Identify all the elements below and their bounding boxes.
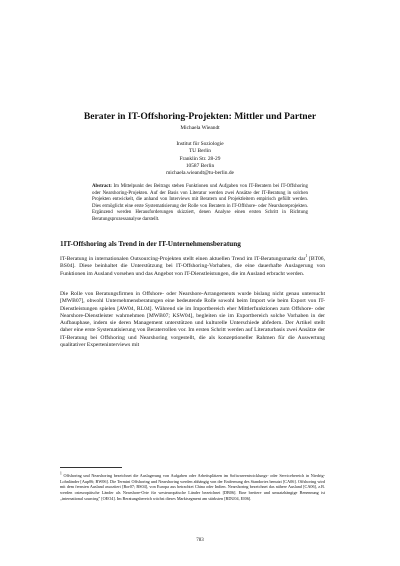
paragraph-1-text-start: IT-Beratung in internationalen Outsourcing-Projekten stellt einen aktuellen Trend im IT-Beratungsmarkt dar <box>60 256 306 262</box>
footnote-mark: 1 <box>60 471 62 476</box>
affiliation-street: Franklin Str. 28-29 <box>179 155 221 162</box>
footnote-divider <box>60 467 122 468</box>
page-number: 783 <box>196 538 204 543</box>
author-affiliation <box>100 141 300 177</box>
abstract-label: Abstract: <box>92 184 112 189</box>
paragraph-1-text-end: [BT06, BS04]. Diese beinhaltet die Unterstützung bei IT-Offshoring-Vorhaben, die eine dauerhafte Auslagerung von Funktionen im Ausland vorsehen und das Angebot von IT-Dienstleistungen, die im Ausland erbracht werden. <box>60 256 325 277</box>
affiliation-city: 10587 Berlin <box>185 162 215 169</box>
paper-title: Berater in IT-Offshoring-Projekten: Mittler und Partner <box>83 111 317 122</box>
footnote-text: Offshoring und Nearshoring bezeichnet die Auslagerung von Aufgaben oder Arbeitsplätzen im Softwareentwicklungs- oder Servicebereich in Niedrig-Lohnländer [Aup06; BW06]. Die Termini Offshoring und Nearshoring werden abhängig von der Entfernung des Standortes benutzt [CA06]. Offshoring wird mit dem fernsten Ausland assoziiert [Bor07; BS04], von Europa aus betrachtet China oder Indien. Nearshoring bezeichnet das nähere Ausland [CA06], z.B. werden osteuropäische Länder als Nearshore-Orte für westeuropäische Länder bezeichnet [DB06]. Eine breitere und umsatzhängige Benennung ist „international sourcing" [OEO4]. Im Beratungsbereich wächst dieses Marktsegment am stärksten [BDU04, EI06]. <box>60 473 325 501</box>
abstract-text: Im Mittelpunkt des Beitrags stehen Funktionen und Aufgaben von IT-Beratern bei IT-Offshoring oder Nearshoring-Projekten. Auf der Basis von Literatur werden zwei Ansätze der IT-Beratung in solchen Projekten entwickelt, die anhand von Interviews mit Beratern und Projektleitern empirisch gefüllt werden. Dies ermöglicht eine erste Systematisierung der Rolle von Beratern in IT-Offshore- oder Nearshoreprojekten. Ergänzend werden Herausforderungen skizziert, denen Analyse einen ersten Schritt in Richtung Beratungsprozessanalyse darstellt. <box>92 184 308 222</box>
section-heading: 1IT-Offshoring als Trend in der IT-Unternehmensberatung <box>60 240 241 248</box>
affiliation-institute: Institut für Soziologie <box>176 141 224 147</box>
footnote <box>60 473 325 502</box>
body-paragraph-2: Die Rolle von Beratungsfirmen in Offshore- oder Nearshore-Arrangements wurde bislang nicht genau untersucht [MWB07], obwohl Unternehmensberatungen eine bedeutende Rolle sowohl beim Import wie beim Export von IT-Dienstleistungen spielen [AW04, RL04]. Während sie im Importbereich eher Mittlerfunktionen zum Offshore- oder Nearshore-Dienstleister wahrnehmen [MWB07; KSW04], begleiten sie im Exportbereich solche Vorhaben in der Aufbauphase, indem sie deren Management unterstützen und kulturelle Unterschiede abfedern. Der Artikel stellt daher eine erste Systematisierung von Beraterrollen vor. Im ersten Schritt werden auf Literaturbasis zwei Ansätze der IT-Beratung bei Offshoring und Nearshoring vorgestellt, die als konzeptioneller Rahmen für die Auswertung qualitativer Experteninterviews mit <box>60 291 325 349</box>
body-paragraph-1 <box>60 256 325 278</box>
footnote-reference[interactable]: 1 <box>305 254 308 259</box>
abstract <box>92 184 308 223</box>
author-name: Michaela Wieandt <box>180 125 220 131</box>
affiliation-email[interactable]: michaela.wieandt@tu-berlin.de <box>166 170 234 177</box>
affiliation-university: TU Berlin <box>188 148 211 155</box>
